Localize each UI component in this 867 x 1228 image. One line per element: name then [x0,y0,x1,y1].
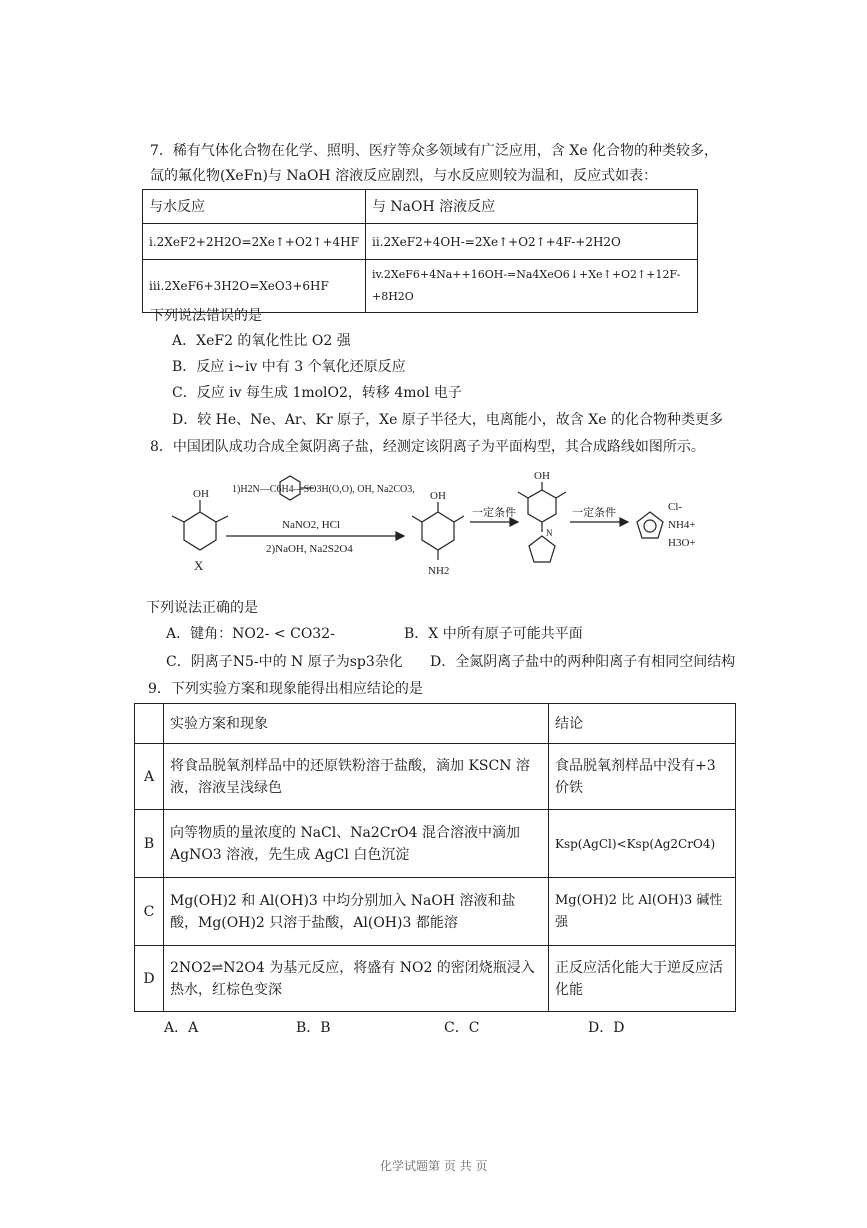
q8-prompt: 下列说法正确的是 [146,600,258,616]
product-nh2-label: NH2 [428,565,450,577]
q9-answer-a: A．A [164,1020,199,1036]
step2-label: 一定条件 [472,507,516,519]
n5-anion-ring [637,512,663,538]
q9-row-b-plan: 向等物质的量浓度的 NaCl、Na2CrO4 混合溶液中滴加 AgNO3 溶液，先生成 AgCl 白色沉淀 [164,810,549,878]
q9-row-d-conclusion: 正反应活化能大于逆反应活化能 [549,946,736,1012]
q7-option-a: A．XeF2 的氧化性比 O2 强 [172,333,351,349]
pentazole-ring [529,536,555,562]
q9-row-b-label: B [135,810,164,878]
q7-option-b: B．反应 i~iv 中有 3 个氧化还原反应 [172,359,406,375]
q9-row-c-conclusion: Mg(OH)2 比 Al(OH)3 碱性强 [549,878,736,946]
q9-row-d-label: D [135,946,164,1012]
q7-option-c: C．反应 iv 每生成 1molO2，转移 4mol 电子 [172,385,462,401]
h3o-label: H3O+ [668,537,696,549]
nh4-label: NH4+ [668,519,696,531]
step3-label: 一定条件 [572,507,616,519]
q9-row-a-label: A [135,744,164,810]
q9-row-c-plan: Mg(OH)2 和 Al(OH)3 中均分别加入 NaOH 溶液和盐酸，Mg(OH)2 只溶于盐酸，Al(OH)3 都能溶 [164,878,549,946]
intermediate-oh-label: OH [534,470,550,482]
q7-header-water: 与水反应 [143,190,366,224]
q9-answer-c: C．C [444,1020,480,1036]
q8-option-a: A．键角：NO2- < CO32- [166,626,335,642]
reagent-b: NaNO2, HCl [282,519,341,531]
q7-stem-line2: 氙的氟化物(XeFn)与 NaOH 溶液反应剧烈，与水反应则较为温和，反应式如表： [150,168,658,184]
q7-reaction-table [142,189,698,313]
q9-row-a-conclusion: 食品脱氧剂样品中没有+3 价铁 [549,744,736,810]
q7-reaction-ii: ii.2XeF2+4OH-=2Xe↑+O2↑+4F-+2H2O [365,224,697,260]
x-oh-label: OH [193,488,209,500]
q7-reaction-iii: iii.2XeF6+3H2O=XeO3+6HF [143,260,366,313]
q9-row-d-plan: 2NO2⇌N2O4 为基元反应，将盛有 NO2 的密闭烧瓶浸入热水，红棕色变深 [164,946,549,1012]
q9-row-b-conclusion: Ksp(AgCl)<Ksp(Ag2CrO4) [549,810,736,878]
cl-label: Cl- [668,501,683,513]
q8-option-b: B．X 中所有原子可能共平面 [404,626,583,642]
q8-synthesis-scheme [150,462,710,592]
q8-option-c: C．阴离子N5-中的 N 原子为sp3杂化 [166,654,403,670]
x-benzene-ring [184,512,216,550]
aminophenol-ring [422,512,454,550]
q9-answer-b: B．B [296,1020,331,1036]
q7-reaction-iv: iv.2XeF6+4Na++16OH-=Na4XeO6↓+Xe↑+O2↑+12F-+8H2O [365,260,697,313]
reagent-a: 1)H2N—C6H4—SO3H(O,O), OH, Na2CO3, [232,484,415,495]
page-footer: 化学试题第 页 共 页 [380,1159,488,1173]
reagent-c: 2)NaOH, Na2S2O4 [266,543,353,555]
q7-reaction-i: i.2XeF2+2H2O=2Xe↑+O2↑+4HF [143,224,366,260]
q9-header-plan: 实验方案和现象 [164,704,549,744]
q8-option-d: D．全氮阴离子盐中的两种阳离子有相同空间结构 [430,654,736,670]
q8-stem: 8．中国团队成功合成全氮阴离子盐，经测定该阴离子为平面构型，其合成路线如图所示。 [150,439,705,455]
q9-row-c-label: C [135,878,164,946]
q9-answer-d: D．D [588,1020,625,1036]
q7-option-d: D．较 He、Ne、Ar、Kr 原子，Xe 原子半径大，电离能小，故含 Xe 的化合物种类更多 [172,412,723,428]
q9-header-index [135,704,164,744]
product-oh-label: OH [430,490,446,502]
q7-stem-line1: 7．稀有气体化合物在化学、照明、医疗等众多领域有广泛应用，含 Xe 化合物的种类较多， [150,143,719,159]
q9-header-conclusion: 结论 [549,704,736,744]
pentazole-n-label: N [546,528,553,538]
q9-row-a-plan: 将食品脱氧剂样品中的还原铁粉溶于盐酸，滴加 KSCN 溶液，溶液呈浅绿色 [164,744,549,810]
q7-header-naoh: 与 NaOH 溶液反应 [365,190,697,224]
q9-stem: 9．下列实验方案和现象能得出相应结论的是 [148,681,423,697]
q9-experiment-table [134,703,736,1012]
x-compound-label: X [194,558,204,573]
q7-prompt: 下列说法错误的是 [150,308,262,324]
